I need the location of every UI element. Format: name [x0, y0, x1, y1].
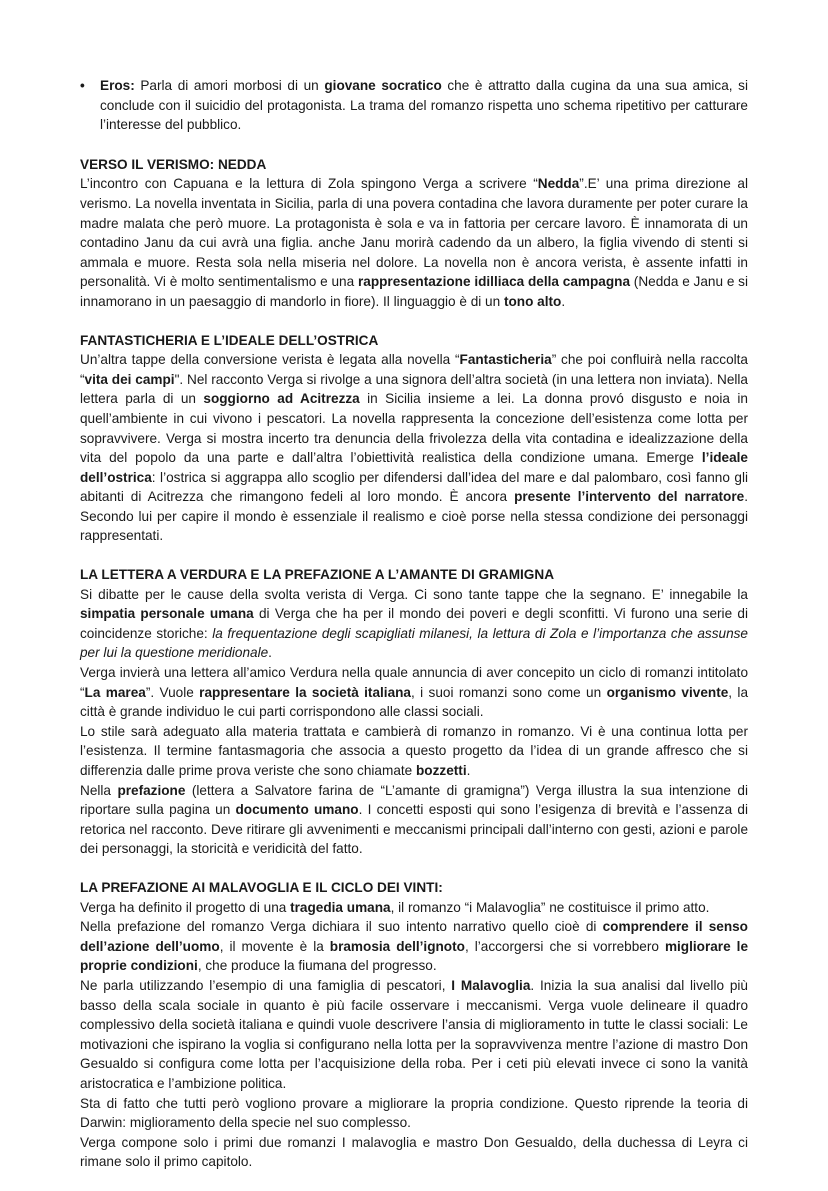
text-run: . — [561, 293, 566, 309]
bold-run: I Malavoglia — [451, 977, 531, 993]
text-run: Parla di amori morbosi di un — [134, 78, 325, 93]
paragraph — [80, 585, 748, 663]
text-run: che è attratto dalla cugina da una sua amica, si conclude con il suicidio del protagonista. La trama del romanzo rispetta uno schema ripetitivo per catturare l’interesse del pubblico. — [100, 78, 748, 133]
bold-run: tono alto — [503, 293, 562, 309]
bullet-body — [100, 78, 748, 132]
text-run: Ne parla utilizzando l’esempio di una famiglia di pescatori, — [80, 977, 452, 993]
bold-run: migliorare le proprie condizioni — [80, 938, 748, 974]
bold-run: Nedda — [537, 176, 580, 192]
text-run: Nella — [80, 782, 118, 798]
bold-run: prefazione — [117, 782, 186, 798]
paragraph — [80, 722, 748, 781]
bold-run: rappresentare la società italiana — [199, 684, 411, 700]
text-run: Nella prefazione del romanzo Verga dichiara il suo intento narrativo quello cioè di — [80, 919, 603, 935]
section — [80, 878, 748, 1172]
text-run: in Sicilia insieme a lei. La donna provó disgusto e noia in quell’ambiente in cui vivono i pescatori. La novella rappresenta la concezione dell’esistenza come lotta per sopravvivere. Verga si mostra incerto tra denuncia della frivolezza della vita contadina e idealizzazione della vita del popolo da una parte e dall’altra l’obiettività realistica della condizione umana. Emerge — [80, 391, 748, 466]
bold-run: documento umano — [235, 802, 359, 818]
text-run: Sta di fatto che tutti però vogliono provare a migliorare la propria condizione. Questo riprende la teoria di Darwin: miglioramento della specie nel suo complesso. — [80, 1095, 748, 1131]
bold-run: simpatia personale umana — [80, 606, 254, 622]
bold-run: tragedia umana — [290, 899, 391, 915]
bullet-item-eros — [80, 76, 748, 135]
bold-run: La marea — [84, 684, 146, 700]
bullet-dot: • — [80, 78, 85, 93]
paragraph — [80, 1094, 748, 1133]
text-run: ” che poi confluirà nella raccolta “ — [80, 352, 748, 387]
paragraph — [80, 781, 748, 859]
section — [80, 155, 748, 312]
text-run: . — [466, 763, 471, 778]
text-run: ". Nel racconto Verga si rivolge a una signora dell’altra società (in una lettera non inviata). Nella lettera parla di un — [80, 371, 748, 407]
document-page — [80, 76, 748, 1191]
bold-run: organismo vivente — [606, 684, 729, 700]
bold-run: bozzetti — [416, 763, 467, 778]
sections-container — [80, 155, 748, 1172]
text-run: Un’altra tappe della conversione verista è legata alla novella “ — [80, 352, 460, 368]
paragraph — [80, 663, 748, 722]
bullet-text — [100, 76, 748, 135]
text-run: ”. Vuole — [145, 684, 200, 700]
bold-run: bramosia dell’ignoto — [329, 938, 465, 954]
bold-run: l’ideale dell’ostrica — [80, 450, 748, 485]
text-run: (Nedda e Janu e si innamorano in un paesaggio di mandorlo in fiore). Il linguaggio è di un — [80, 274, 748, 309]
text-run: : l’ostrica si aggrappa allo scoglio per difendersi dall’idea del mare e dal palombaro, così fanno gli abitanti di Acitrezza che rimangono fedeli al loro mondo. È ancora — [80, 469, 748, 505]
bold-run: Fantasticheria — [459, 352, 552, 368]
paragraph — [80, 976, 748, 1094]
text-run: Lo stile sarà adeguato alla materia trattata e cambierà di romanzo in romanzo. Vi è una continua lotta per l’esistenza. Il termine fantasmagoria che associa a questo progetto da l’idea di un grande affresco che si differenzia dalle prime prova veriste che sono chiamate — [80, 723, 748, 778]
bold-run: vita dei campi — [84, 371, 175, 387]
text-run: , l’accorgersi che si vorrebbero — [464, 938, 665, 954]
text-run: , i suoi romanzi sono come un — [411, 684, 607, 700]
text-run: Verga compone solo i primi due romanzi I malavoglia e mastro Don Gesualdo, della duchessa di Leyra ci rimane solo il primo capitolo. — [80, 1134, 748, 1170]
section-heading: VERSO IL VERISMO: NEDDA — [80, 156, 267, 172]
section — [80, 565, 748, 859]
text-run: , che produce la fiumana del progresso. — [197, 958, 437, 974]
section — [80, 331, 748, 547]
text-run: , il romanzo “i Malavoglia” ne costituisce il primo atto. — [390, 899, 710, 915]
section-heading: LA LETTERA A VERDURA E LA PREFAZIONE A L’AMANTE DI GRAMIGNA — [80, 567, 555, 583]
text-run: . I concetti esposti qui sono l’esigenza di brevità e l’assenza di retorica nel racconto. Deve ritirare gli avvenimenti e meccanismi principali dall’interno con gesti, azioni e parole dei personaggi, la storicità e veridicità del fatto. — [80, 802, 748, 857]
text-run: Si dibatte per le cause della svolta verista di Verga. Ci sono tante tappe che la segnano. E’ innegabile la — [80, 586, 748, 602]
text-run: . Inizia la sua analisi dal livello più basso della scala sociale in quanto è più facile osservare i meccanismi. Verga vuole delineare il quadro complessivo della società italiana e quindi vuole descrivere l’ansia di miglioramento in tutte le classi sociali: Le motivazioni che ispirano la voglia si configurano nella lotta per la sopravvivenza mentre l’azione di mastro Don Gesualdo si configura come lotta per l’acquisizione della roba. Per i ceti più elevati invece ci sono la vanità aristocratica e l’ambizione politica. — [80, 977, 748, 1091]
paragraph — [80, 917, 748, 976]
bold-run: soggiorno ad Acitrezza — [203, 391, 360, 407]
italic-run: la frequentazione degli scapigliati milanesi, la lettura di Zola e l’importanza che assunse per lui la questione meridionale — [80, 625, 748, 661]
bold-run: presente l’intervento del narratore — [514, 489, 745, 505]
text-run: , la città è grande individuo le cui parti corrispondono alle classi sociali. — [80, 684, 749, 720]
paragraph — [80, 1133, 748, 1172]
bold-run: comprendere il senso dell’azione dell’uomo — [80, 919, 748, 954]
bold-run: rappresentazione idilliaca della campagna — [357, 274, 631, 290]
text-run: . Secondo lui per capire il mondo è essenziale il realismo e cioè porse nella stessa condizione dei personaggi rappresentati. — [80, 489, 748, 544]
bullet-lead: Eros: — [100, 78, 135, 93]
paragraph — [80, 898, 748, 918]
paragraph — [80, 174, 748, 311]
text-run: Verga ha definito il progetto di una — [80, 899, 291, 915]
text-run: (lettera a Salvatore farina de “L’amante di gramigna”) Verga illustra la sua intenzione di riportare sulla pagina un — [80, 782, 748, 818]
text-run: Verga invierà una lettera all’amico Verdura nella quale annuncia di aver concepito un ciclo di romanzi intitolato “ — [80, 665, 748, 700]
text-run: ”.E’ una prima direzione al verismo. La novella inventata in Sicilia, parla di una povera contadina che lavora duramente per poter curare la madre malata che però muore. La protagonista è sola e va in fattoria per cercare lavoro. È innamorata di un contadino Janu da cui avrà una figlia. anche Janu morirà cadendo da un albero, la figlia vivendo di stenti si ammala e muore. Resta sola nella miseria nel dolore. La novella non è ancora verista, è assente infatti in personalità. Vi è molto sentimentalismo e una — [80, 176, 748, 290]
section-heading: FANTASTICHERIA E L’IDEALE DELL’OSTRICA — [80, 332, 379, 348]
section-heading: LA PREFAZIONE AI MALAVOGLIA E IL CICLO DEI VINTI: — [80, 879, 443, 895]
text-run: . — [268, 645, 272, 661]
paragraph — [80, 350, 748, 546]
bold-run: giovane socratico — [324, 78, 442, 93]
text-run: , il movente è la — [219, 938, 330, 954]
text-run: L’incontro con Capuana e la lettura di Zola spingono Verga a scrivere “ — [80, 176, 538, 192]
text-run: di Verga che ha per il mondo dei poveri e degli sconfitti. Vi furono una serie di coincidenze storiche: — [80, 606, 748, 641]
